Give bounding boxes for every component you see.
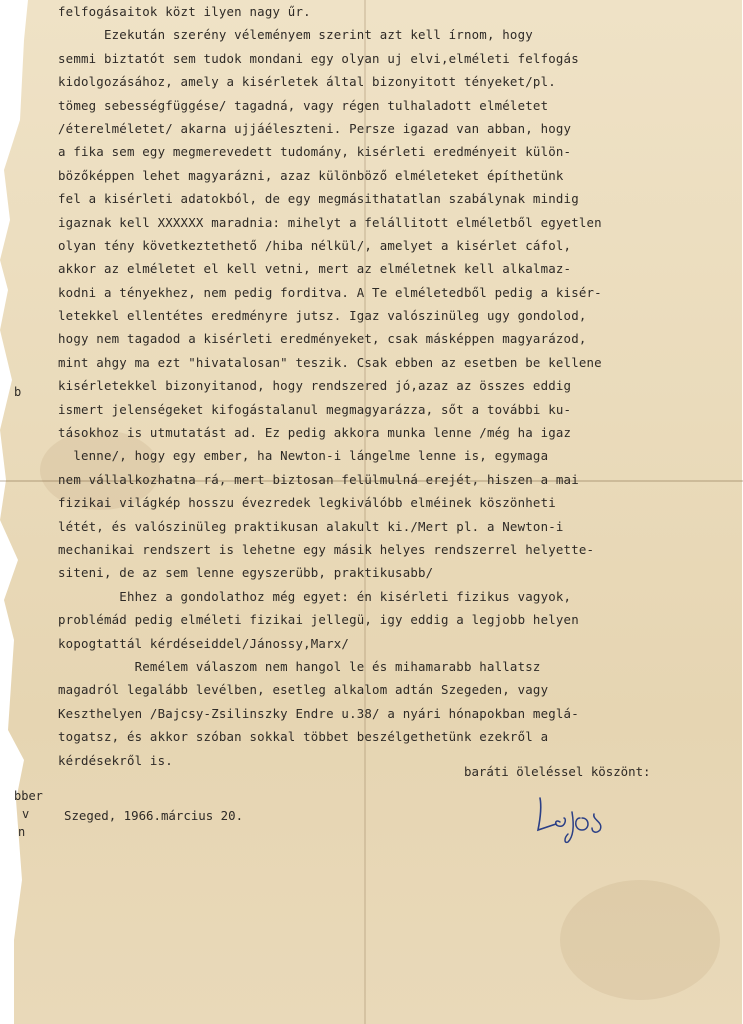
letter-line: semmi biztatót sem tudok mondani egy olyan uj elvi,elméleti felfogás bbox=[58, 50, 579, 66]
place-date: Szeged, 1966.március 20. bbox=[64, 808, 244, 823]
letter-line: /éterelméletet/ akarna ujjáéleszteni. Persze igazad van abban, hogy bbox=[58, 120, 572, 136]
letter-line: a fika sem egy megmerevedett tudomány, kisérleti eredményeit külön- bbox=[58, 144, 572, 160]
letter-line: fizikai világkép hosszu évezredek legkiválóbb elméinek köszönheti bbox=[58, 495, 556, 511]
letter-line: tásokhoz is utmutatást ad. Ez pedig akkora munka lenne /még ha igaz bbox=[58, 425, 572, 441]
letter-line: kidolgozásához, amely a kisérletek által bizonyitott tényeket/pl. bbox=[58, 74, 556, 90]
letter-line: togatsz, és akkor szóban sokkal többet beszélgethetünk ezekről a bbox=[58, 729, 549, 745]
letter-line: mint ahgy ma ezt "hivatalosan" teszik. Csak ebben az esetben be kellene bbox=[58, 354, 602, 370]
letter-line: olyan tény következtethető /hiba nélkül/, amelyet a kisérlet cáfol, bbox=[58, 237, 572, 253]
paper-stain bbox=[560, 880, 720, 1000]
closing-line: baráti öleléssel köszönt: bbox=[464, 764, 651, 779]
letter-line: kisérletekkel bizonyitanod, hogy rendszered jó,azaz az összes eddig bbox=[58, 378, 572, 394]
letter-line: létét, és valószinüleg praktikusan alakult ki./Mert pl. a Newton-i bbox=[58, 518, 564, 534]
letter-line: siteni, de az sem lenne egyszerübb, praktikusabb/ bbox=[58, 565, 434, 581]
letter-body bbox=[58, 0, 743, 772]
letter-line: nem vállalkozhatna rá, mert biztosan felülmulná erejét, hiszen a mai bbox=[58, 471, 579, 487]
letter-line: akkor az elméletet el kell vetni, mert az elméletnek kell alkalmaz- bbox=[58, 261, 572, 277]
letter-line: tömeg sebességfüggése/ tagadná, vagy régen tulhaladott elméletet bbox=[58, 97, 549, 113]
letter-line: felfogásaitok közt ilyen nagy űr. bbox=[58, 4, 311, 19]
letter-line: Ezekután szerény véleményem szerint azt kell írnom, hogy bbox=[58, 27, 533, 43]
letter-line: igaznak kell XXXXXX maradnia: mihelyt a felállitott elméletből egyetlen bbox=[58, 214, 602, 230]
margin-note: b bbox=[14, 385, 22, 399]
letter-line: problémád pedig elméleti fizikai jellegü, igy eddig a legjobb helyen bbox=[58, 612, 579, 628]
letter-line: magadról legalább levélben, esetleg alkalom adtán Szegeden, vagy bbox=[58, 682, 549, 698]
letter-line: mechanikai rendszert is lehetne egy másik helyes rendszerrel helyette- bbox=[58, 541, 595, 557]
letter-line: Remélem válaszom nem hangol le és mihamarabb hallatsz bbox=[58, 658, 541, 674]
letter-line: kérdésekről is. bbox=[58, 752, 173, 768]
letter-line: lenne/, hogy egy ember, ha Newton-i lángelme lenne is, egymaga bbox=[58, 448, 549, 464]
margin-note: bber bbox=[14, 789, 43, 803]
margin-note: v bbox=[22, 807, 30, 821]
letter-line: kodni a tényekhez, nem pedig forditva. A Te elméletedből pedig a kisér- bbox=[58, 284, 602, 300]
letter-line: ismert jelenségeket kifogástalanul megmagyarázza, sőt a további ku- bbox=[58, 401, 572, 417]
margin-note: n bbox=[18, 825, 26, 839]
letter-line: bözőképpen lehet magyarázni, azaz különböző elméleteket építhetünk bbox=[58, 167, 564, 183]
letter-line: kopogtattál kérdéseiddel/Jánossy,Marx/ bbox=[58, 635, 350, 651]
letter-line: fel a kisérleti adatokból, de egy megmásithatatlan szabálynak mindig bbox=[58, 191, 579, 207]
letter-line: hogy nem tagadod a kisérleti eredményeket, csak másképpen magyarázod, bbox=[58, 331, 587, 347]
handwritten-signature bbox=[534, 788, 624, 848]
letter-line: Keszthelyen /Bajcsy-Zsilinszky Endre u.38/ a nyári hónapokban meglá- bbox=[58, 705, 579, 721]
letter-line: Ehhez a gondolathoz még egyet: én kisérleti fizikus vagyok, bbox=[58, 588, 572, 604]
letter-line: letekkel ellentétes eredményre jutsz. Igaz valószinüleg ugy gondolod, bbox=[58, 308, 587, 324]
